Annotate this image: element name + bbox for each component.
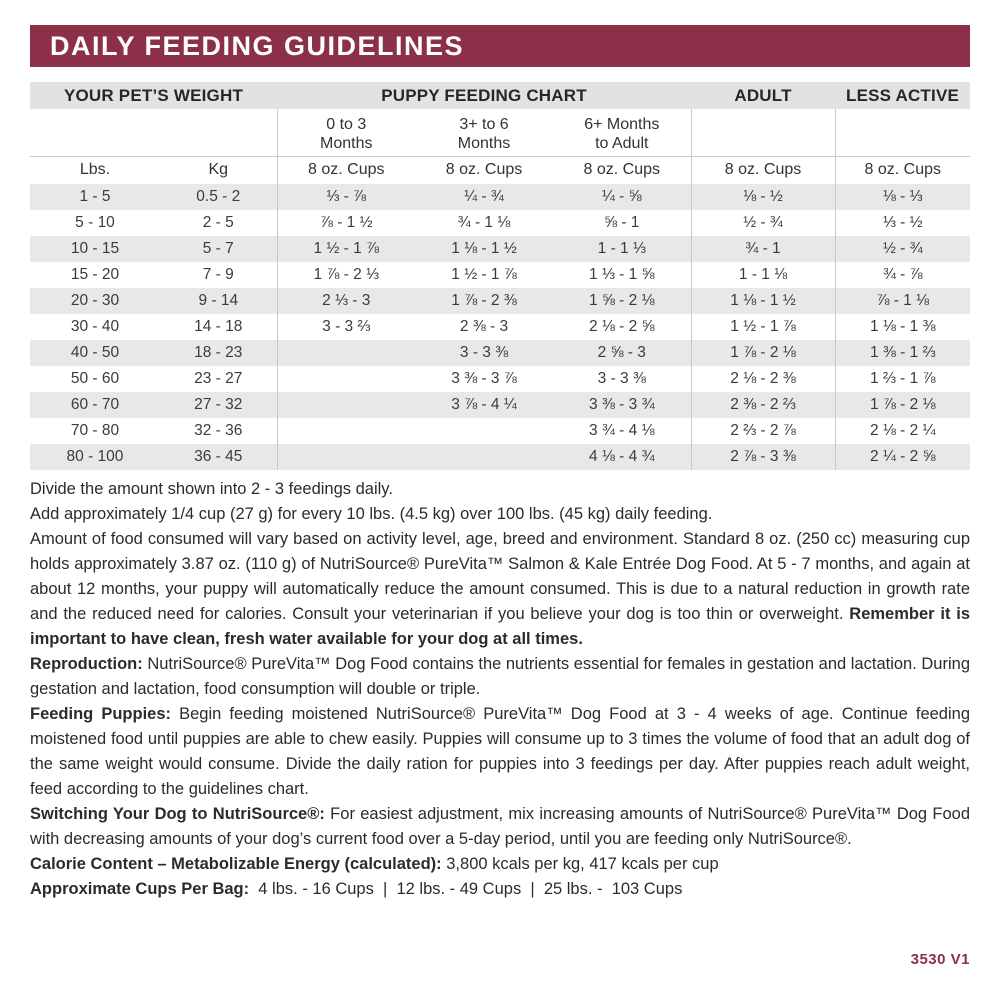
- table-row: [30, 444, 970, 470]
- table-row: [30, 288, 970, 314]
- table-cell: 1 ⅞ - 2 ⅛: [691, 340, 835, 366]
- table-cell: 2 ⅞ - 3 ⅜: [691, 444, 835, 470]
- note-cups-per-bag: [30, 877, 970, 902]
- stage-6-months-to-adult: [553, 109, 691, 156]
- table-cell: 1 ⅞ - 2 ⅓: [277, 262, 415, 288]
- table-cell: 2 ⅛ - 2 ⅜: [691, 366, 835, 392]
- table-cell: 1 - 5: [79, 188, 111, 205]
- table-cell: ⅞ - 1 ½: [277, 210, 415, 236]
- table-cell: 2 ⅛ - 2 ¼: [835, 418, 970, 444]
- note-text: 3,800 kcals per kg, 417 kcals per cup: [441, 855, 719, 873]
- table-cell: ⅛ - ⅓: [835, 184, 970, 210]
- table-cell: 1 ⅔ - 1 ⅞: [835, 366, 970, 392]
- feeding-table: [30, 82, 970, 470]
- table-cell: 2 ¼ - 2 ⅝: [835, 444, 970, 470]
- table-cell: [277, 444, 415, 470]
- table-cell: 36 - 45: [194, 448, 243, 465]
- stage-header-row: [30, 109, 970, 156]
- table-cell: [277, 366, 415, 392]
- note-label: Feeding Puppies:: [30, 705, 172, 723]
- note-divide-feedings: [30, 477, 970, 502]
- table-cell: [277, 418, 415, 444]
- stage-3-to-6-months: [415, 109, 553, 156]
- table-cell: 1 - 1 ⅓: [597, 240, 646, 257]
- group-header-row: [30, 82, 970, 109]
- table-cell: 18 - 23: [194, 344, 243, 361]
- table-cell: 3 - 3 ⅜: [597, 370, 646, 387]
- table-cell: ½ - ¾: [835, 236, 970, 262]
- table-row: [30, 418, 970, 444]
- table-cell: 14 - 18: [194, 318, 243, 335]
- stage-spacer: [835, 109, 970, 156]
- table-cell: ⅓ - ⅞: [277, 184, 415, 210]
- stage-label-line: Months: [457, 134, 511, 152]
- table-cell: 1 ⅛ - 1 ⅜: [835, 314, 970, 340]
- note-reproduction: [30, 652, 970, 702]
- stage-label-line: 0 to 3: [326, 115, 367, 133]
- note-label: Approximate Cups Per Bag:: [30, 880, 250, 898]
- table-cell: 1 ½ - 1 ⅞: [691, 314, 835, 340]
- table-cell: ½ - ¾: [691, 210, 835, 236]
- table-cell: 1 ½ - 1 ⅞: [451, 266, 517, 283]
- table-cell: 1 ⅞ - 2 ⅛: [835, 392, 970, 418]
- unit-header-lbs: Lbs.: [79, 161, 111, 179]
- col-group-adult: ADULT: [691, 82, 835, 109]
- table-cell: ⅝ - 1: [604, 214, 640, 231]
- table-cell: 2 ⅔ - 2 ⅞: [691, 418, 835, 444]
- table-cell: 1 ⅛ - 1 ½: [451, 240, 517, 257]
- table-cell: 3 - 3 ⅔: [277, 314, 415, 340]
- table-row: [30, 236, 970, 262]
- table-cell: 15 - 20: [70, 266, 120, 283]
- note-switching: [30, 802, 970, 852]
- note-bold-water: Remember it is important to have clean, fresh water available for your dog at all times.: [30, 605, 971, 648]
- table-row: [30, 314, 970, 340]
- note-text: Divide the amount shown into 2 - 3 feedings daily.: [30, 480, 393, 498]
- table-cell: 80 - 100: [66, 448, 124, 465]
- table-cell: 9 - 14: [198, 292, 239, 309]
- table-cell: 1 ½ - 1 ⅞: [277, 236, 415, 262]
- col-group-pet-weight: YOUR PET’S WEIGHT: [30, 82, 277, 109]
- table-cell: 2 ⅛ - 2 ⅝: [589, 318, 655, 335]
- col-group-less-active: LESS ACTIVE: [835, 82, 970, 109]
- table-cell: 2 - 5: [202, 214, 234, 231]
- table-cell: 70 - 80: [70, 422, 120, 439]
- unit-header-kg: Kg: [208, 161, 229, 179]
- table-cell: ⅛ - ½: [691, 184, 835, 210]
- table-row: [30, 184, 970, 210]
- stage-label-line: to Adult: [595, 134, 649, 152]
- note-add-quarter-cup: [30, 502, 970, 527]
- table-cell: 30 - 40: [70, 318, 120, 335]
- table-cell: 50 - 60: [70, 370, 120, 387]
- note-text: Amount of food consumed will vary based on activity level, age, breed and environment. Standard 8 oz. (250 cc) measuring cup holds approximately 3.87 oz. (110 g) of NutriSource® PureVita™ Salmon & Kale Entrée Dog Food. At 5 - 7 months, and again at about 12 months, your puppy will automatically reduce the amount consumed. This is due to a natural reduction in growth rate and the reduced need for calories. Consult your veterinarian if you believe your dog is too thin or overweight.: [30, 530, 970, 623]
- unit-header-cups: 8 oz. Cups: [583, 161, 660, 179]
- table-cell: 7 - 9: [202, 266, 234, 283]
- table-cell: 23 - 27: [194, 370, 243, 387]
- table-cell: [415, 444, 553, 470]
- table-row: [30, 340, 970, 366]
- table-cell: 1 - 1 ⅛: [691, 262, 835, 288]
- units-header-row: [30, 156, 970, 184]
- unit-header-cups: 8 oz. Cups: [445, 161, 523, 179]
- table-cell: 5 - 10: [75, 214, 115, 231]
- table-cell: 20 - 30: [70, 292, 120, 309]
- table-cell: ¾ - 1 ⅛: [457, 214, 511, 231]
- stage-label-line: Months: [320, 134, 373, 152]
- table-cell: 1 ⅜ - 1 ⅔: [835, 340, 970, 366]
- note-label: Reproduction:: [30, 655, 143, 673]
- feeding-table-body: [30, 184, 970, 470]
- unit-header-cups: 8 oz. Cups: [691, 156, 835, 184]
- col-group-puppy-chart: PUPPY FEEDING CHART: [277, 82, 691, 109]
- table-cell: ¾ - ⅞: [835, 262, 970, 288]
- note-label: Switching Your Dog to NutriSource®:: [30, 805, 325, 823]
- stage-label-line: 3+ to 6: [459, 115, 509, 133]
- table-cell: 0.5 - 2: [196, 188, 241, 205]
- table-cell: 2 ⅝ - 3: [597, 344, 646, 361]
- table-cell: ⅓ - ½: [835, 210, 970, 236]
- stage-spacer: [160, 109, 277, 156]
- table-cell: 3 ¾ - 4 ⅛: [589, 422, 655, 439]
- doc-code: 3530 V1: [910, 951, 970, 968]
- table-row: [30, 366, 970, 392]
- note-label: Calorie Content – Metabolizable Energy (calculated):: [30, 855, 442, 873]
- stage-spacer: [30, 109, 160, 156]
- table-cell: 2 ⅜ - 3: [459, 318, 509, 335]
- table-cell: 5 - 7: [202, 240, 234, 257]
- unit-header-cups: 8 oz. Cups: [277, 156, 415, 184]
- table-cell: ¼ - ⅝: [601, 188, 642, 205]
- table-cell: 1 ⅝ - 2 ⅛: [589, 292, 655, 309]
- stage-0-to-3-months: [277, 109, 415, 156]
- note-text: Add approximately 1/4 cup (27 g) for every 10 lbs. (4.5 kg) over 100 lbs. (45 kg) daily feeding.: [30, 505, 713, 523]
- table-cell: [277, 392, 415, 418]
- table-cell: 1 ⅞ - 2 ⅜: [451, 292, 517, 309]
- table-cell: [415, 418, 553, 444]
- page-title: DAILY FEEDING GUIDELINES: [50, 30, 465, 61]
- table-cell: 10 - 15: [70, 240, 120, 257]
- table-cell: 3 ⅞ - 4 ¼: [451, 396, 517, 413]
- table-cell: ⅞ - 1 ⅛: [835, 288, 970, 314]
- note-text: 4 lbs. - 16 Cups | 12 lbs. - 49 Cups | 25 lbs. - 103 Cups: [249, 880, 683, 898]
- table-row: [30, 262, 970, 288]
- table-cell: 40 - 50: [70, 344, 120, 361]
- table-cell: 3 ⅜ - 3 ¾: [589, 396, 655, 413]
- note-amount-varies: [30, 527, 970, 652]
- table-cell: 3 - 3 ⅜: [459, 344, 509, 361]
- table-cell: 32 - 36: [194, 422, 243, 439]
- table-cell: ¾ - 1: [691, 236, 835, 262]
- note-calorie-content: [30, 852, 970, 877]
- table-cell: 2 ⅜ - 2 ⅔: [691, 392, 835, 418]
- notes-section: [30, 477, 970, 902]
- note-feeding-puppies: [30, 702, 970, 802]
- table-cell: 2 ⅓ - 3: [277, 288, 415, 314]
- note-text: Begin feeding moistened NutriSource® PureVita™ Dog Food at 3 - 4 weeks of age. Continue feeding moistened food until puppies are able to chew easily. Puppies will consume up to 3 times the volume of food that an adult dog of the same weight would consume. Divide the daily ration for puppies into 3 feedings per day. After puppies reach adult weight, feed according to the guidelines chart.: [30, 705, 970, 798]
- table-cell: 4 ⅛ - 4 ¾: [589, 448, 655, 465]
- note-text: For easiest adjustment, mix increasing amounts of NutriSource® PureVita™ Dog Food with decreasing amounts of your dog’s current food over a 5-day period, until you are feeding only NutriSource®.: [30, 805, 970, 848]
- table-cell: 60 - 70: [70, 396, 120, 413]
- stage-spacer: [691, 109, 835, 156]
- stage-label-line: 6+ Months: [584, 115, 660, 133]
- unit-header-cups: 8 oz. Cups: [835, 156, 970, 184]
- table-row: [30, 210, 970, 236]
- title-bar: [30, 25, 970, 67]
- table-cell: 1 ⅛ - 1 ½: [691, 288, 835, 314]
- table-cell: 27 - 32: [194, 396, 243, 413]
- table-cell: 3 ⅜ - 3 ⅞: [451, 370, 517, 387]
- table-cell: ¼ - ¾: [464, 188, 504, 205]
- table-cell: 1 ⅓ - 1 ⅝: [589, 266, 655, 283]
- table-row: [30, 392, 970, 418]
- table-cell: [277, 340, 415, 366]
- note-text: NutriSource® PureVita™ Dog Food contains the nutrients essential for females in gestation and lactation. During gestation and lactation, food consumption will double or triple.: [30, 655, 970, 698]
